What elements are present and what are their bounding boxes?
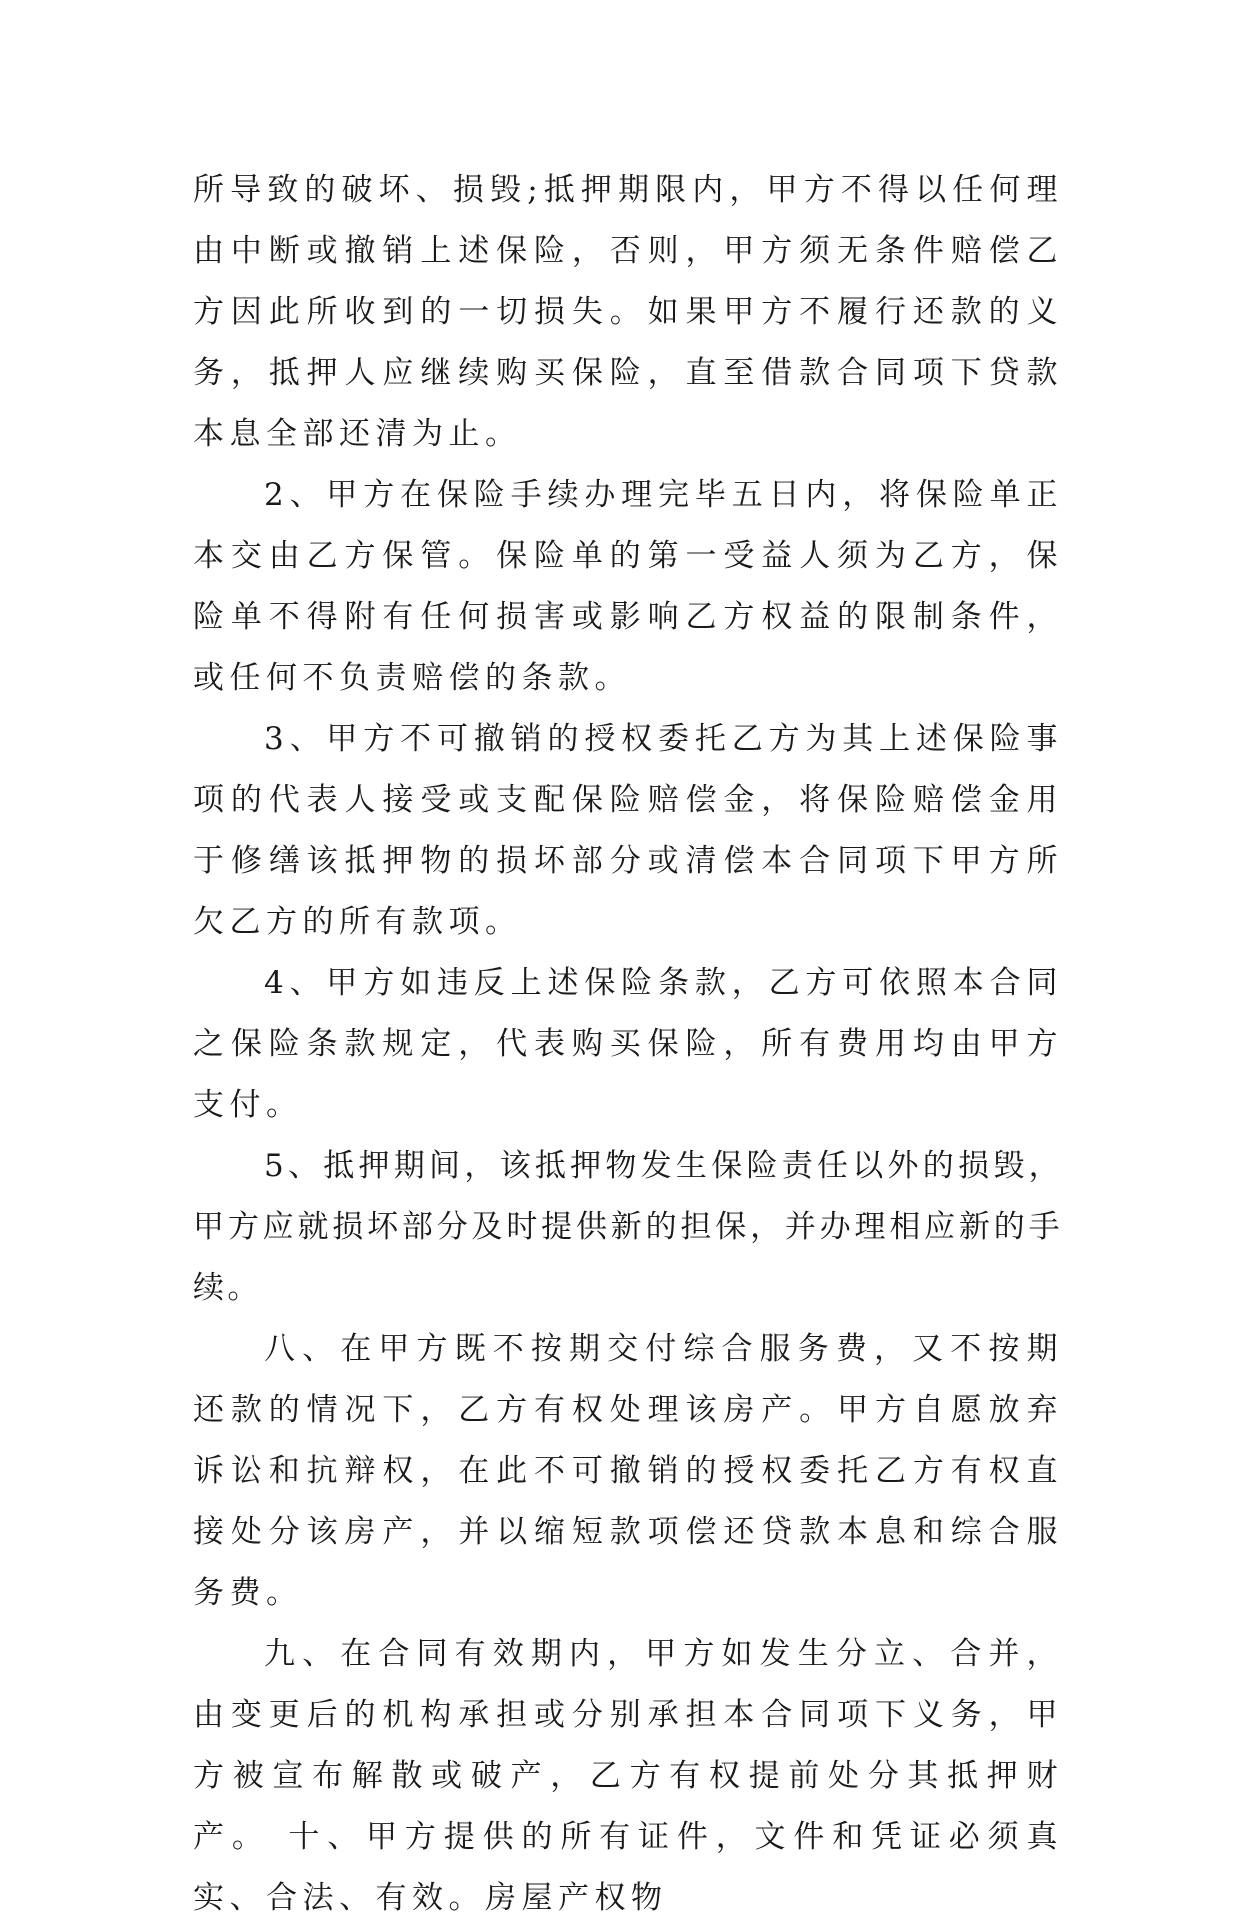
paragraph-continuation: 所导致的破坏、损毁;抵押期限内，甲方不得以任何理由中断或撤销上述保险，否则，甲方须无条件赔偿乙方因此所收到的一切损失。如果甲方不履行还款的义务，抵押人应继续购买保险，直至借款合同项下贷款本息全部还清为止。 [193, 172, 1063, 452]
document-body [193, 160, 1063, 1929]
paragraph-article-9: 九、在合同有效期内，甲方如发生分立、合并，由变更后的机构承担或分别承担本合同项下义务，甲方被宣布解散或破产，乙方有权提前处分其抵押财产。 十、甲方提供的所有证件，文件和凭证必须真实、合法、有效。房屋产权物 [193, 1636, 1063, 1916]
paragraph-article-8: 八、在甲方既不按期交付综合服务费，又不按期还款的情况下，乙方有权处理该房产。甲方自愿放弃诉讼和抗辩权，在此不可撤销的授权委托乙方有权直接处分该房产，并以缩短款项偿还贷款本息和综合服务费。 [193, 1331, 1063, 1611]
paragraph-clause-5: 5、抵押期间，该抵押物发生保险责任以外的损毁，甲方应就损坏部分及时提供新的担保，并办理相应新的手续。 [193, 1148, 1063, 1306]
paragraph-clause-4: 4、甲方如违反上述保险条款，乙方可依照本合同之保险条款规定，代表购买保险，所有费用均由甲方支付。 [193, 965, 1063, 1123]
paragraph-clause-3: 3、甲方不可撤销的授权委托乙方为其上述保险事项的代表人接受或支配保险赔偿金，将保险赔偿金用于修缮该抵押物的损坏部分或清偿本合同项下甲方所欠乙方的所有款项。 [193, 721, 1063, 940]
paragraph-clause-2: 2、甲方在保险手续办理完毕五日内，将保险单正本交由乙方保管。保险单的第一受益人须为乙方，保险单不得附有任何损害或影响乙方权益的限制条件，或任何不负责赔偿的条款。 [193, 477, 1063, 696]
